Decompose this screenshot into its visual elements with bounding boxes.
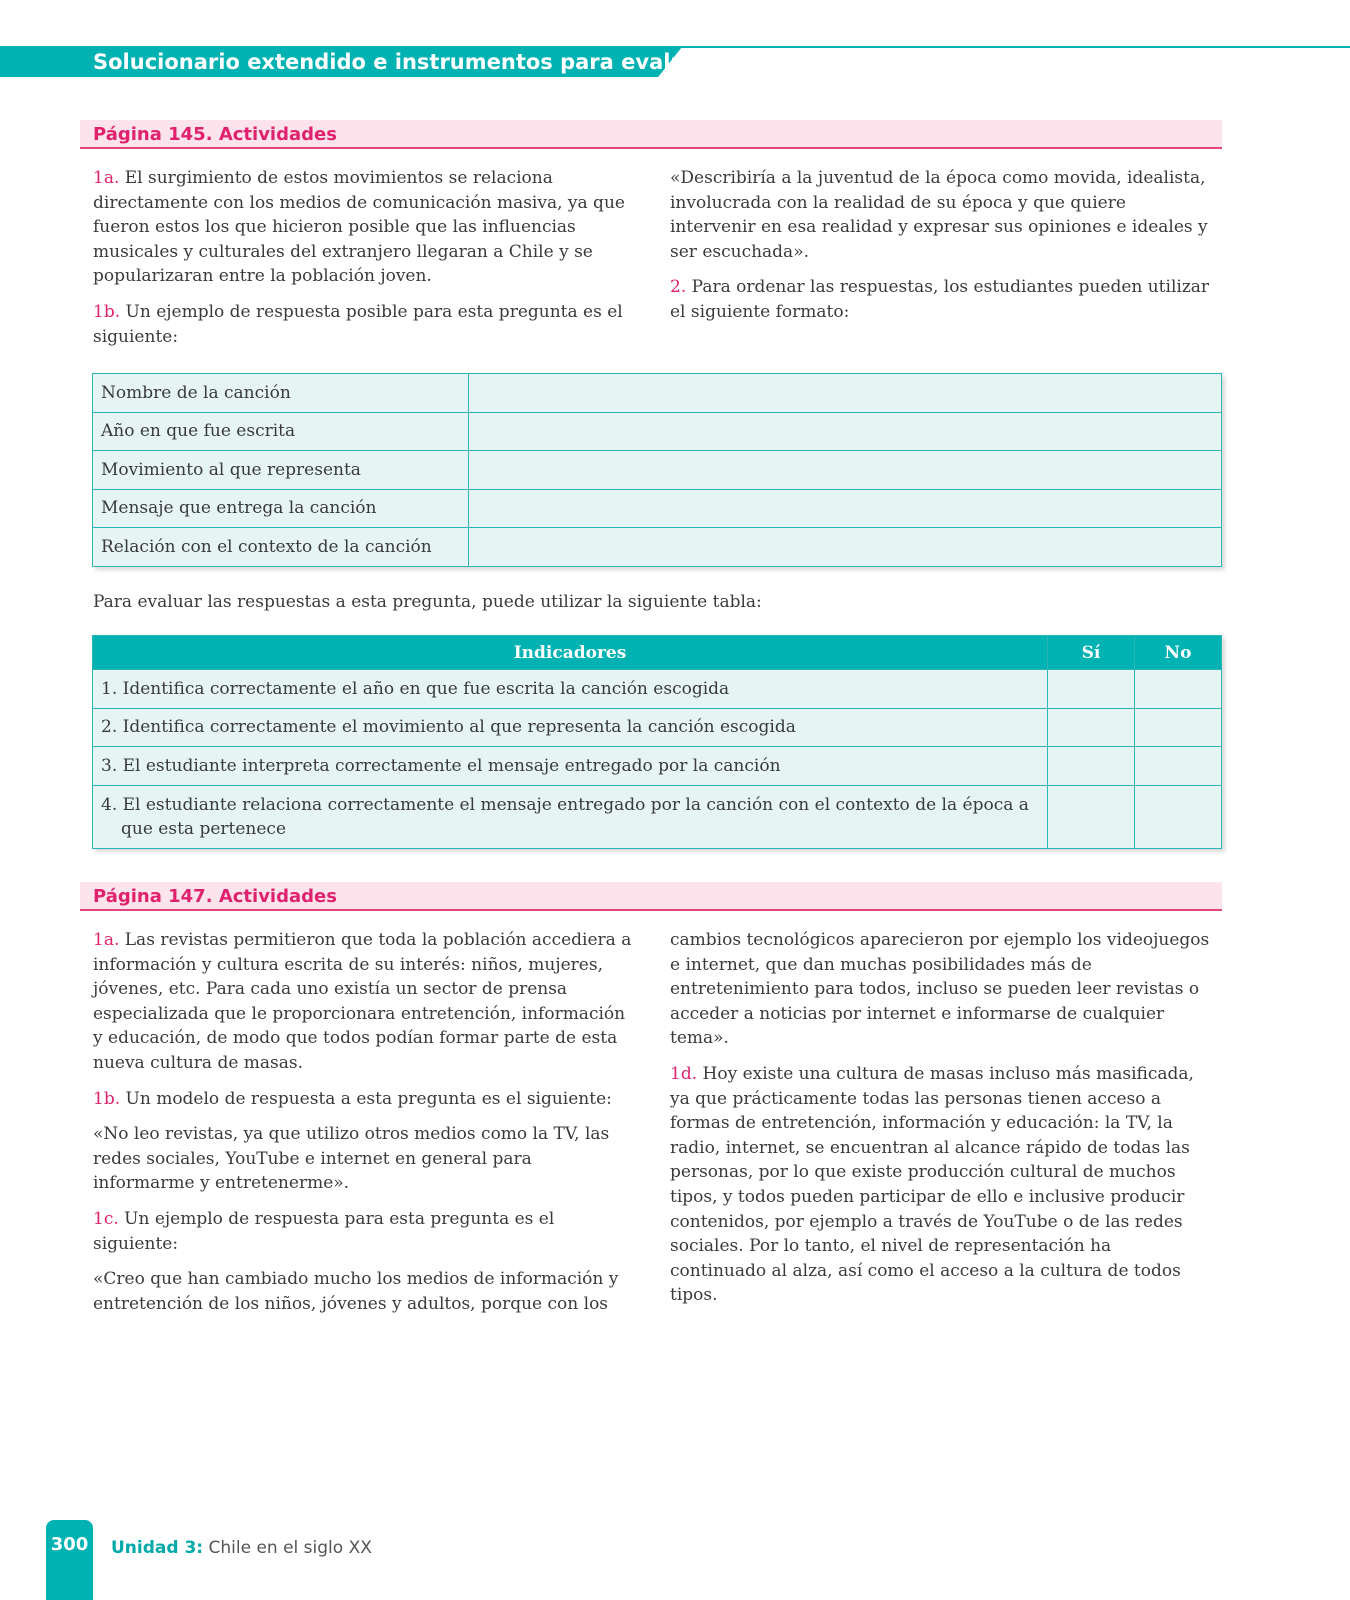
table-cell-blank <box>469 451 1222 490</box>
paragraph <box>93 166 633 289</box>
item-number: 1b. <box>93 1088 121 1109</box>
no-cell <box>1135 785 1222 848</box>
table-cell-label: Movimiento al que representa <box>93 451 469 490</box>
table-cell-blank <box>469 374 1222 413</box>
footer-unit <box>111 1538 372 1558</box>
paragraph <box>93 300 633 349</box>
item-text: Un ejemplo de respuesta para esta pregunta es el siguiente: <box>93 1208 555 1254</box>
page-number-tab <box>46 1520 93 1600</box>
indicator-text: 4. El estudiante relaciona correctamente el mensaje entregado por la canción con el contexto de la época a que esta pertenece <box>101 794 1029 839</box>
unit-title: Chile en el siglo XX <box>203 1538 372 1558</box>
table-row <box>93 708 1222 747</box>
page-header-title: Solucionario extendido e instrumentos para evaluar <box>93 50 710 74</box>
paragraph <box>93 1122 633 1196</box>
no-cell <box>1135 670 1222 709</box>
evaluation-intro: Para evaluar las respuestas a esta pregunta, puede utilizar la siguiente tabla: <box>93 592 762 612</box>
section2-left-column <box>93 928 633 1327</box>
item-text: El surgimiento de estos movimientos se relaciona directamente con los medios de comunicación masiva, ya que fueron estos los que hicieron posible que las influencias musicales y culturales del extranjero llegaran a Chile y se popularizaran entre la población joven. <box>93 168 625 287</box>
si-cell <box>1048 708 1135 747</box>
paragraph <box>93 928 633 1076</box>
paragraph <box>670 275 1210 324</box>
table-cell-label: Nombre de la canción <box>93 374 469 413</box>
item-text: Hoy existe una cultura de masas incluso más masificada, ya que prácticamente todas las personas tienen acceso a formas de entretención, información y educación: la TV, la radio, internet, se encuentran al alcance rápido de todas las personas, por lo que existe producción cultural de muchos tipos, y todos pueden participar de ello e inclusive producir contenidos, por ejemplo a través de YouTube o de las redes sociales. Por lo tanto, el nivel de representación ha continuado al alza, así como el acceso a la cultura de todos tipos. <box>670 1063 1194 1306</box>
table-row <box>93 451 1222 490</box>
section-banner-147 <box>80 882 1222 911</box>
item-number: 1a. <box>93 930 120 950</box>
item-number: 1b. <box>93 301 121 322</box>
table-cell-blank <box>469 489 1222 528</box>
section-banner-145 <box>80 120 1222 149</box>
section1-left-column <box>93 166 633 360</box>
table-row <box>93 412 1222 451</box>
indicator-cell <box>93 708 1048 747</box>
section1-right-column <box>670 166 1210 336</box>
item-number: 1a. <box>93 168 120 188</box>
item-number: 1c. <box>93 1208 119 1229</box>
table-row <box>93 528 1222 567</box>
table-row <box>93 670 1222 709</box>
paragraph <box>93 1267 633 1316</box>
paragraph <box>670 166 1210 264</box>
header-si: Sí <box>1048 636 1135 670</box>
table-cell-blank <box>469 412 1222 451</box>
quote-text: cambios tecnológicos aparecieron por ejemplo los videojuegos e internet, que dan muchas posibilidades más de entretenimiento para todos, incluso se pueden leer revistas o acceder a noticias por internet e informarse de cualquier tema». <box>670 930 1210 1049</box>
item-number: 2. <box>670 277 687 298</box>
no-cell <box>1135 708 1222 747</box>
si-cell <box>1048 785 1135 848</box>
song-format-table <box>92 373 1222 567</box>
table-row <box>93 489 1222 528</box>
indicator-text: 1. Identifica correctamente el año en que fue escrita la canción escogida <box>101 678 730 699</box>
section-title: Página 147. Actividades <box>93 886 337 907</box>
item-text: Las revistas permitieron que toda la población accediera a información y cultura escrita de su interés: niños, mujeres, jóvenes, etc. Para cada uno existía un sector de prensa especializada que le proporcionara entretención, información y educación, de modo que todos podían formar parte de esta nueva cultura de masas. <box>93 930 632 1073</box>
si-cell <box>1048 747 1135 786</box>
item-number: 1d. <box>670 1063 698 1084</box>
table-cell-label: Mensaje que entrega la canción <box>93 489 469 528</box>
si-cell <box>1048 670 1135 709</box>
section2-right-column <box>670 928 1210 1319</box>
item-text: Para ordenar las respuestas, los estudiantes pueden utilizar el siguiente formato: <box>670 277 1210 322</box>
indicator-cell <box>93 785 1048 848</box>
table-header-row <box>93 636 1222 670</box>
quote-text: «Describiría a la juventud de la época como movida, idealista, involucrada con la realidad de su época y que quiere intervenir en esa realidad y expresar sus opiniones e ideales y ser escuchada». <box>670 168 1208 262</box>
quote-text: «Creo que han cambiado mucho los medios de información y entretención de los niños, jóvenes y adultos, porque con los <box>93 1269 619 1314</box>
header-no: No <box>1135 636 1222 670</box>
no-cell <box>1135 747 1222 786</box>
paragraph <box>670 1062 1210 1308</box>
header-indicadores: Indicadores <box>93 636 1048 670</box>
item-text: Un ejemplo de respuesta posible para esta pregunta es el siguiente: <box>93 301 623 347</box>
item-text: Un modelo de respuesta a esta pregunta es el siguiente: <box>120 1088 612 1109</box>
indicator-text: 2. Identifica correctamente el movimiento al que representa la canción escogida <box>101 717 796 738</box>
indicator-cell <box>93 747 1048 786</box>
page-number: 300 <box>50 1534 89 1555</box>
indicator-text: 3. El estudiante interpreta correctamente el mensaje entregado por la canción <box>101 755 781 776</box>
table-row <box>93 785 1222 848</box>
table-row <box>93 747 1222 786</box>
indicator-cell <box>93 670 1048 709</box>
paragraph <box>93 1207 633 1256</box>
quote-text: «No leo revistas, ya que utilizo otros medios como la TV, las redes sociales, YouTube e internet en general para informarme y entretenerme». <box>93 1124 610 1194</box>
unit-label: Unidad 3: <box>111 1538 204 1558</box>
table-cell-blank <box>469 528 1222 567</box>
section-title: Página 145. Actividades <box>93 124 337 145</box>
table-row <box>93 374 1222 413</box>
indicators-table <box>92 635 1222 849</box>
paragraph <box>93 1087 633 1112</box>
table-cell-label: Año en que fue escrita <box>93 412 469 451</box>
paragraph <box>670 928 1210 1051</box>
table-cell-label: Relación con el contexto de la canción <box>93 528 469 567</box>
